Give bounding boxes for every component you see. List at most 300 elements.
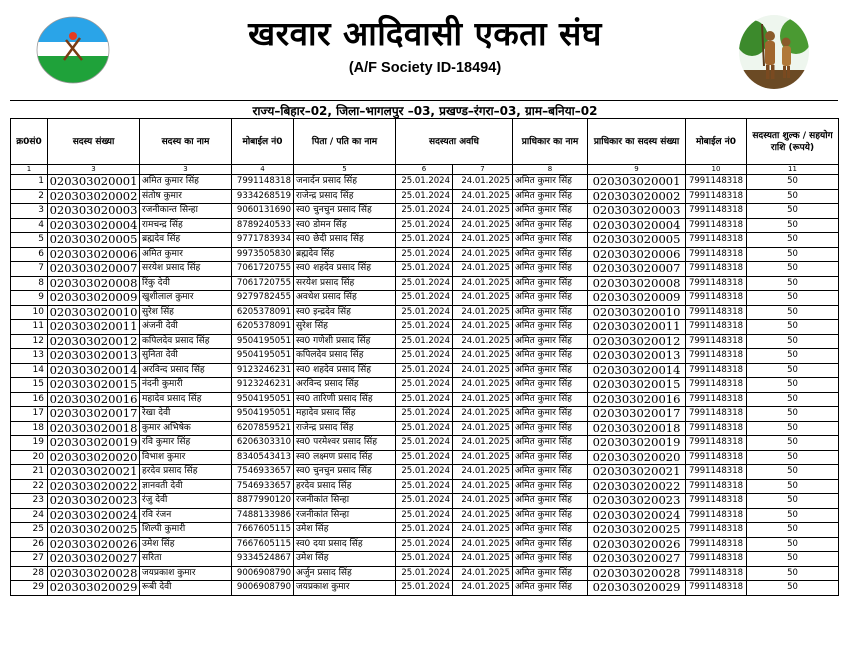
cell-mobile: 8789240533 bbox=[232, 218, 294, 233]
cell-period-from: 25.01.2024 bbox=[396, 508, 453, 523]
cell-father-husband-name: स्व0 छेदी प्रसाद सिंह bbox=[294, 233, 396, 248]
column-index-row bbox=[11, 165, 839, 175]
cell-period-to: 24.01.2025 bbox=[453, 581, 513, 596]
cell-period-to: 24.01.2025 bbox=[453, 218, 513, 233]
cell-member-number: 020303020011 bbox=[48, 320, 140, 335]
cell-authority-mobile: 7991148318 bbox=[686, 334, 747, 349]
cell-fee: 50 bbox=[747, 523, 839, 538]
cell-period-from: 25.01.2024 bbox=[396, 407, 453, 422]
cell-father-husband-name: स्व0 लक्ष्मण प्रसाद सिंह bbox=[294, 450, 396, 465]
table-row bbox=[11, 189, 839, 204]
cell-serial: 24 bbox=[11, 508, 48, 523]
cell-authority-mobile: 7991148318 bbox=[686, 436, 747, 451]
table-row bbox=[11, 349, 839, 364]
cell-father-husband-name: स्व0 डोमन सिंह bbox=[294, 218, 396, 233]
cell-member-name: नंदनी कुमारी bbox=[140, 378, 232, 393]
cell-fee: 50 bbox=[747, 320, 839, 335]
cell-authority-mobile: 7991148318 bbox=[686, 305, 747, 320]
cell-member-name: कपिलदेव प्रसाद सिंह bbox=[140, 334, 232, 349]
cell-serial: 14 bbox=[11, 363, 48, 378]
table-row bbox=[11, 581, 839, 596]
cell-authority-member-number: 020303020025 bbox=[588, 523, 686, 538]
cell-fee: 50 bbox=[747, 407, 839, 422]
cell-member-name: शिल्पी कुमारी bbox=[140, 523, 232, 538]
cell-authority-member-number: 020303020024 bbox=[588, 508, 686, 523]
cell-period-to: 24.01.2025 bbox=[453, 421, 513, 436]
cell-period-to: 24.01.2025 bbox=[453, 566, 513, 581]
cell-authority-mobile: 7991148318 bbox=[686, 175, 747, 190]
cell-authority-mobile: 7991148318 bbox=[686, 465, 747, 480]
cell-authority-name: अमित कुमार सिंह bbox=[513, 334, 588, 349]
cell-father-husband-name: जनार्दन प्रसाद सिंह bbox=[294, 175, 396, 190]
cell-father-husband-name: अरविन्द प्रसाद सिंह bbox=[294, 378, 396, 393]
cell-authority-name: अमित कुमार सिंह bbox=[513, 407, 588, 422]
cell-period-from: 25.01.2024 bbox=[396, 262, 453, 277]
header-authority-member-number: प्राधिकार का सदस्य संख्या bbox=[588, 119, 686, 165]
cell-period-from: 25.01.2024 bbox=[396, 436, 453, 451]
cell-authority-member-number: 020303020014 bbox=[588, 363, 686, 378]
cell-authority-name: अमित कुमार सिंह bbox=[513, 581, 588, 596]
cell-serial: 11 bbox=[11, 320, 48, 335]
cell-father-husband-name: राजेन्द्र प्रसाद सिंह bbox=[294, 421, 396, 436]
cell-authority-mobile: 7991148318 bbox=[686, 233, 747, 248]
cell-mobile: 6205378091 bbox=[232, 305, 294, 320]
location-line: राज्य–बिहार–02, जिला–भागलपुर –03, प्रखण्ड–रंगरा–03, ग्राम–बनिया–02 bbox=[252, 104, 598, 118]
cell-member-number: 020303020003 bbox=[48, 204, 140, 219]
cell-authority-name: अमित कुमार सिंह bbox=[513, 436, 588, 451]
cell-authority-name: अमित कुमार सिंह bbox=[513, 189, 588, 204]
cell-member-number: 020303020025 bbox=[48, 523, 140, 538]
cell-fee: 50 bbox=[747, 436, 839, 451]
cell-period-to: 24.01.2025 bbox=[453, 407, 513, 422]
cell-father-husband-name: स्व0 चुनचुन प्रसाद सिंह bbox=[294, 465, 396, 480]
cell-member-number: 020303020002 bbox=[48, 189, 140, 204]
cell-serial: 25 bbox=[11, 523, 48, 538]
cell-father-husband-name: कपिलदेव प्रसाद सिंह bbox=[294, 349, 396, 364]
cell-authority-member-number: 020303020015 bbox=[588, 378, 686, 393]
cell-authority-mobile: 7991148318 bbox=[686, 479, 747, 494]
cell-father-husband-name: अर्जुन प्रसाद सिंह bbox=[294, 566, 396, 581]
cell-member-name: संतोष कुमार bbox=[140, 189, 232, 204]
cell-authority-mobile: 7991148318 bbox=[686, 450, 747, 465]
cell-fee: 50 bbox=[747, 334, 839, 349]
column-index: 9 bbox=[588, 165, 686, 175]
cell-mobile: 9771783934 bbox=[232, 233, 294, 248]
cell-authority-member-number: 020303020029 bbox=[588, 581, 686, 596]
cell-father-husband-name: उमेश सिंह bbox=[294, 552, 396, 567]
cell-mobile: 9123246231 bbox=[232, 363, 294, 378]
table-row bbox=[11, 436, 839, 451]
cell-serial: 27 bbox=[11, 552, 48, 567]
cell-authority-member-number: 020303020022 bbox=[588, 479, 686, 494]
cell-mobile: 9504195051 bbox=[232, 349, 294, 364]
column-index: 7 bbox=[453, 165, 513, 175]
cell-member-name: जयप्रकाश कुमार bbox=[140, 566, 232, 581]
cell-period-to: 24.01.2025 bbox=[453, 334, 513, 349]
cell-mobile: 6207859521 bbox=[232, 421, 294, 436]
table-row bbox=[11, 407, 839, 422]
cell-member-number: 020303020007 bbox=[48, 262, 140, 277]
cell-authority-name: अमित कुमार सिंह bbox=[513, 247, 588, 262]
cell-period-to: 24.01.2025 bbox=[453, 363, 513, 378]
cell-period-from: 25.01.2024 bbox=[396, 465, 453, 480]
cell-period-to: 24.01.2025 bbox=[453, 320, 513, 335]
cell-authority-mobile: 7991148318 bbox=[686, 508, 747, 523]
cell-period-to: 24.01.2025 bbox=[453, 450, 513, 465]
cell-authority-mobile: 7991148318 bbox=[686, 218, 747, 233]
cell-serial: 19 bbox=[11, 436, 48, 451]
cell-authority-name: अमित कुमार सिंह bbox=[513, 552, 588, 567]
cell-mobile: 9504195051 bbox=[232, 407, 294, 422]
cell-mobile: 9006908790 bbox=[232, 566, 294, 581]
cell-period-from: 25.01.2024 bbox=[396, 421, 453, 436]
cell-member-name: अमित कुमार सिंह bbox=[140, 175, 232, 190]
cell-member-number: 020303020005 bbox=[48, 233, 140, 248]
cell-period-from: 25.01.2024 bbox=[396, 552, 453, 567]
cell-fee: 50 bbox=[747, 479, 839, 494]
cell-father-husband-name: सुरेश सिंह bbox=[294, 320, 396, 335]
cell-period-from: 25.01.2024 bbox=[396, 523, 453, 538]
header-mobile: मोबाईल नं0 bbox=[232, 119, 294, 165]
cell-father-husband-name: स्व0 चुनचुन प्रसाद सिंह bbox=[294, 204, 396, 219]
cell-member-number: 020303020001 bbox=[48, 175, 140, 190]
cell-authority-mobile: 7991148318 bbox=[686, 494, 747, 509]
cell-father-husband-name: रजनीकांत सिन्हा bbox=[294, 494, 396, 509]
cell-member-name: कुमार अभिषेक bbox=[140, 421, 232, 436]
cell-father-husband-name: अवधेश प्रसाद सिंह bbox=[294, 291, 396, 306]
table-row bbox=[11, 276, 839, 291]
cell-authority-member-number: 020303020003 bbox=[588, 204, 686, 219]
cell-mobile: 9504195051 bbox=[232, 334, 294, 349]
cell-member-name: रवि रंजन bbox=[140, 508, 232, 523]
cell-member-number: 020303020018 bbox=[48, 421, 140, 436]
cell-authority-member-number: 020303020026 bbox=[588, 537, 686, 552]
cell-mobile: 7667605115 bbox=[232, 523, 294, 538]
cell-father-husband-name: जयप्रकाश कुमार bbox=[294, 581, 396, 596]
cell-authority-member-number: 020303020011 bbox=[588, 320, 686, 335]
table-row bbox=[11, 392, 839, 407]
cell-period-from: 25.01.2024 bbox=[396, 334, 453, 349]
cell-authority-mobile: 7991148318 bbox=[686, 407, 747, 422]
cell-authority-name: अमित कुमार सिंह bbox=[513, 523, 588, 538]
cell-period-to: 24.01.2025 bbox=[453, 378, 513, 393]
cell-period-to: 24.01.2025 bbox=[453, 436, 513, 451]
table-row bbox=[11, 233, 839, 248]
cell-period-to: 24.01.2025 bbox=[453, 523, 513, 538]
cell-authority-name: अमित कुमार सिंह bbox=[513, 494, 588, 509]
cell-mobile: 7546933657 bbox=[232, 465, 294, 480]
organization-title: खरवार आदिवासी एकता संघ bbox=[248, 14, 602, 53]
header-authority-mobile: मोबाईल नं0 bbox=[686, 119, 747, 165]
cell-authority-member-number: 020303020002 bbox=[588, 189, 686, 204]
cell-serial: 2 bbox=[11, 189, 48, 204]
cell-authority-name: अमित कुमार सिंह bbox=[513, 363, 588, 378]
cell-mobile: 9973505830 bbox=[232, 247, 294, 262]
cell-period-from: 25.01.2024 bbox=[396, 479, 453, 494]
cell-period-from: 25.01.2024 bbox=[396, 189, 453, 204]
cell-member-number: 020303020006 bbox=[48, 247, 140, 262]
cell-period-to: 24.01.2025 bbox=[453, 276, 513, 291]
cell-period-to: 24.01.2025 bbox=[453, 175, 513, 190]
column-index: 6 bbox=[396, 165, 453, 175]
table-row bbox=[11, 523, 839, 538]
cell-fee: 50 bbox=[747, 291, 839, 306]
cell-member-number: 020303020014 bbox=[48, 363, 140, 378]
cell-authority-member-number: 020303020013 bbox=[588, 349, 686, 364]
cell-serial: 26 bbox=[11, 537, 48, 552]
cell-authority-member-number: 020303020018 bbox=[588, 421, 686, 436]
cell-member-number: 020303020023 bbox=[48, 494, 140, 509]
column-index: 4 bbox=[232, 165, 294, 175]
cell-fee: 50 bbox=[747, 392, 839, 407]
table-row bbox=[11, 218, 839, 233]
table-row bbox=[11, 262, 839, 277]
cell-serial: 23 bbox=[11, 494, 48, 509]
cell-authority-name: अमित कुमार सिंह bbox=[513, 378, 588, 393]
cell-fee: 50 bbox=[747, 189, 839, 204]
cell-father-husband-name: रजनीकांत सिन्हा bbox=[294, 508, 396, 523]
cell-serial: 8 bbox=[11, 276, 48, 291]
cell-period-to: 24.01.2025 bbox=[453, 465, 513, 480]
cell-serial: 17 bbox=[11, 407, 48, 422]
cell-member-name: महादेव प्रसाद सिंह bbox=[140, 392, 232, 407]
cell-authority-name: अमित कुमार सिंह bbox=[513, 175, 588, 190]
cell-authority-name: अमित कुमार सिंह bbox=[513, 479, 588, 494]
cell-authority-mobile: 7991148318 bbox=[686, 291, 747, 306]
cell-serial: 9 bbox=[11, 291, 48, 306]
cell-period-from: 25.01.2024 bbox=[396, 349, 453, 364]
cell-authority-mobile: 7991148318 bbox=[686, 247, 747, 262]
cell-period-from: 25.01.2024 bbox=[396, 392, 453, 407]
cell-member-number: 020303020028 bbox=[48, 566, 140, 581]
cell-fee: 50 bbox=[747, 566, 839, 581]
cell-serial: 21 bbox=[11, 465, 48, 480]
cell-authority-name: अमित कुमार सिंह bbox=[513, 566, 588, 581]
header-father-husband-name: पिता / पति का नाम bbox=[294, 119, 396, 165]
cell-authority-mobile: 7991148318 bbox=[686, 581, 747, 596]
cell-period-from: 25.01.2024 bbox=[396, 233, 453, 248]
cell-father-husband-name: महादेव प्रसाद सिंह bbox=[294, 407, 396, 422]
column-index: 5 bbox=[294, 165, 396, 175]
cell-father-husband-name: स्व0 इन्द्रदेव सिंह bbox=[294, 305, 396, 320]
cell-authority-name: अमित कुमार सिंह bbox=[513, 291, 588, 306]
cell-fee: 50 bbox=[747, 262, 839, 277]
cell-authority-name: अमित कुमार सिंह bbox=[513, 305, 588, 320]
cell-member-name: रवि कुमार सिंह bbox=[140, 436, 232, 451]
cell-period-from: 25.01.2024 bbox=[396, 363, 453, 378]
cell-serial: 3 bbox=[11, 204, 48, 219]
cell-member-number: 020303020013 bbox=[48, 349, 140, 364]
cell-period-from: 25.01.2024 bbox=[396, 320, 453, 335]
cell-father-husband-name: स्व0 दया प्रसाद सिंह bbox=[294, 537, 396, 552]
cell-member-number: 020303020004 bbox=[48, 218, 140, 233]
cell-period-to: 24.01.2025 bbox=[453, 247, 513, 262]
cell-serial: 13 bbox=[11, 349, 48, 364]
cell-member-name: उमेश सिंह bbox=[140, 537, 232, 552]
cell-member-name: रंजु देवी bbox=[140, 494, 232, 509]
cell-serial: 16 bbox=[11, 392, 48, 407]
cell-member-name: सुरेश सिंह bbox=[140, 305, 232, 320]
table-row bbox=[11, 378, 839, 393]
cell-fee: 50 bbox=[747, 305, 839, 320]
cell-mobile: 6206303310 bbox=[232, 436, 294, 451]
cell-serial: 5 bbox=[11, 233, 48, 248]
cell-authority-member-number: 020303020028 bbox=[588, 566, 686, 581]
cell-period-from: 25.01.2024 bbox=[396, 494, 453, 509]
cell-period-from: 25.01.2024 bbox=[396, 175, 453, 190]
cell-member-number: 020303020020 bbox=[48, 450, 140, 465]
cell-period-from: 25.01.2024 bbox=[396, 218, 453, 233]
cell-mobile: 8877990120 bbox=[232, 494, 294, 509]
cell-authority-name: अमित कुमार सिंह bbox=[513, 392, 588, 407]
cell-authority-mobile: 7991148318 bbox=[686, 276, 747, 291]
cell-authority-name: अमित कुमार सिंह bbox=[513, 421, 588, 436]
cell-period-to: 24.01.2025 bbox=[453, 349, 513, 364]
header-authority-name: प्राधिकार का नाम bbox=[513, 119, 588, 165]
cell-authority-member-number: 020303020007 bbox=[588, 262, 686, 277]
table-row bbox=[11, 247, 839, 262]
cell-father-husband-name: स्व0 परमेश्वर प्रसाद सिंह bbox=[294, 436, 396, 451]
cell-mobile: 7061720755 bbox=[232, 262, 294, 277]
cell-authority-member-number: 020303020012 bbox=[588, 334, 686, 349]
cell-member-number: 020303020029 bbox=[48, 581, 140, 596]
header-membership-fee: सदस्यता शुल्क / सहयोग राशि (रूपये) bbox=[747, 119, 839, 165]
cell-fee: 50 bbox=[747, 552, 839, 567]
cell-serial: 4 bbox=[11, 218, 48, 233]
cell-member-number: 020303020009 bbox=[48, 291, 140, 306]
column-index: 11 bbox=[747, 165, 839, 175]
cell-member-name: हरदेव प्रसाद सिंह bbox=[140, 465, 232, 480]
cell-member-number: 020303020021 bbox=[48, 465, 140, 480]
header-member-number: सदस्य संख्या bbox=[48, 119, 140, 165]
table-row bbox=[11, 334, 839, 349]
cell-member-name: रिंकु देवी bbox=[140, 276, 232, 291]
cell-period-from: 25.01.2024 bbox=[396, 566, 453, 581]
cell-father-husband-name: स्व0 गणेशी प्रसाद सिंह bbox=[294, 334, 396, 349]
cell-authority-member-number: 020303020027 bbox=[588, 552, 686, 567]
cell-authority-name: अमित कुमार सिंह bbox=[513, 276, 588, 291]
cell-member-name: रूबी देवी bbox=[140, 581, 232, 596]
cell-member-number: 020303020008 bbox=[48, 276, 140, 291]
column-index: 1 bbox=[11, 165, 48, 175]
cell-period-to: 24.01.2025 bbox=[453, 494, 513, 509]
cell-authority-name: अमित कुमार सिंह bbox=[513, 537, 588, 552]
cell-member-name: ब्रह्मदेव सिंह bbox=[140, 233, 232, 248]
cell-authority-member-number: 020303020006 bbox=[588, 247, 686, 262]
cell-authority-member-number: 020303020010 bbox=[588, 305, 686, 320]
cell-mobile: 7667605115 bbox=[232, 537, 294, 552]
cell-authority-mobile: 7991148318 bbox=[686, 566, 747, 581]
cell-member-number: 020303020016 bbox=[48, 392, 140, 407]
cell-authority-name: अमित कुमार सिंह bbox=[513, 450, 588, 465]
cell-authority-name: अमित कुमार सिंह bbox=[513, 320, 588, 335]
cell-mobile: 9334524867 bbox=[232, 552, 294, 567]
cell-father-husband-name: उमेश सिंह bbox=[294, 523, 396, 538]
cell-serial: 29 bbox=[11, 581, 48, 596]
cell-serial: 12 bbox=[11, 334, 48, 349]
cell-serial: 7 bbox=[11, 262, 48, 277]
cell-fee: 50 bbox=[747, 508, 839, 523]
cell-mobile: 7546933657 bbox=[232, 479, 294, 494]
cell-serial: 1 bbox=[11, 175, 48, 190]
cell-member-number: 020303020019 bbox=[48, 436, 140, 451]
cell-authority-member-number: 020303020009 bbox=[588, 291, 686, 306]
cell-authority-mobile: 7991148318 bbox=[686, 378, 747, 393]
cell-member-name: सरयेश प्रसाद सिंह bbox=[140, 262, 232, 277]
cell-mobile: 7991148318 bbox=[232, 175, 294, 190]
table-row bbox=[11, 305, 839, 320]
cell-member-name: रामचन्द्र सिंह bbox=[140, 218, 232, 233]
cell-period-from: 25.01.2024 bbox=[396, 247, 453, 262]
cell-member-number: 020303020024 bbox=[48, 508, 140, 523]
cell-authority-mobile: 7991148318 bbox=[686, 421, 747, 436]
cell-period-to: 24.01.2025 bbox=[453, 233, 513, 248]
cell-authority-name: अमित कुमार सिंह bbox=[513, 262, 588, 277]
header-member-name: सदस्य का नाम bbox=[140, 119, 232, 165]
cell-authority-member-number: 020303020019 bbox=[588, 436, 686, 451]
column-index: 3 bbox=[48, 165, 140, 175]
cell-period-to: 24.01.2025 bbox=[453, 189, 513, 204]
cell-father-husband-name: राजेन्द्र प्रसाद सिंह bbox=[294, 189, 396, 204]
cell-member-number: 020303020022 bbox=[48, 479, 140, 494]
cell-authority-name: अमित कुमार सिंह bbox=[513, 233, 588, 248]
cell-authority-mobile: 7991148318 bbox=[686, 392, 747, 407]
cell-serial: 6 bbox=[11, 247, 48, 262]
cell-mobile: 9504195051 bbox=[232, 392, 294, 407]
table-row bbox=[11, 421, 839, 436]
cell-mobile: 9123246231 bbox=[232, 378, 294, 393]
column-index: 3 bbox=[140, 165, 232, 175]
cell-authority-member-number: 020303020021 bbox=[588, 465, 686, 480]
table-row bbox=[11, 552, 839, 567]
cell-mobile: 9279782455 bbox=[232, 291, 294, 306]
cell-authority-member-number: 020303020017 bbox=[588, 407, 686, 422]
cell-authority-member-number: 020303020005 bbox=[588, 233, 686, 248]
cell-authority-member-number: 020303020020 bbox=[588, 450, 686, 465]
cell-member-name: अमित कुमार bbox=[140, 247, 232, 262]
cell-fee: 50 bbox=[747, 276, 839, 291]
cell-period-to: 24.01.2025 bbox=[453, 508, 513, 523]
table-row bbox=[11, 175, 839, 190]
header-row bbox=[11, 119, 839, 165]
cell-fee: 50 bbox=[747, 450, 839, 465]
cell-authority-member-number: 020303020016 bbox=[588, 392, 686, 407]
members-table bbox=[10, 118, 839, 596]
cell-period-from: 25.01.2024 bbox=[396, 204, 453, 219]
cell-member-name: सुनिता देवी bbox=[140, 349, 232, 364]
column-index: 10 bbox=[686, 165, 747, 175]
cell-authority-mobile: 7991148318 bbox=[686, 363, 747, 378]
cell-fee: 50 bbox=[747, 204, 839, 219]
cell-period-to: 24.01.2025 bbox=[453, 552, 513, 567]
cell-mobile: 6205378091 bbox=[232, 320, 294, 335]
table-row bbox=[11, 508, 839, 523]
column-index: 8 bbox=[513, 165, 588, 175]
cell-period-to: 24.01.2025 bbox=[453, 479, 513, 494]
table-row bbox=[11, 320, 839, 335]
cell-authority-name: अमित कुमार सिंह bbox=[513, 349, 588, 364]
cell-period-from: 25.01.2024 bbox=[396, 450, 453, 465]
table-row bbox=[11, 291, 839, 306]
cell-period-from: 25.01.2024 bbox=[396, 581, 453, 596]
cell-father-husband-name: सरयेश प्रसाद सिंह bbox=[294, 276, 396, 291]
header-serial: क्र0सं0 bbox=[11, 119, 48, 165]
cell-fee: 50 bbox=[747, 465, 839, 480]
cell-period-to: 24.01.2025 bbox=[453, 305, 513, 320]
table-row bbox=[11, 537, 839, 552]
cell-fee: 50 bbox=[747, 175, 839, 190]
cell-father-husband-name: हरदेव प्रसाद सिंह bbox=[294, 479, 396, 494]
